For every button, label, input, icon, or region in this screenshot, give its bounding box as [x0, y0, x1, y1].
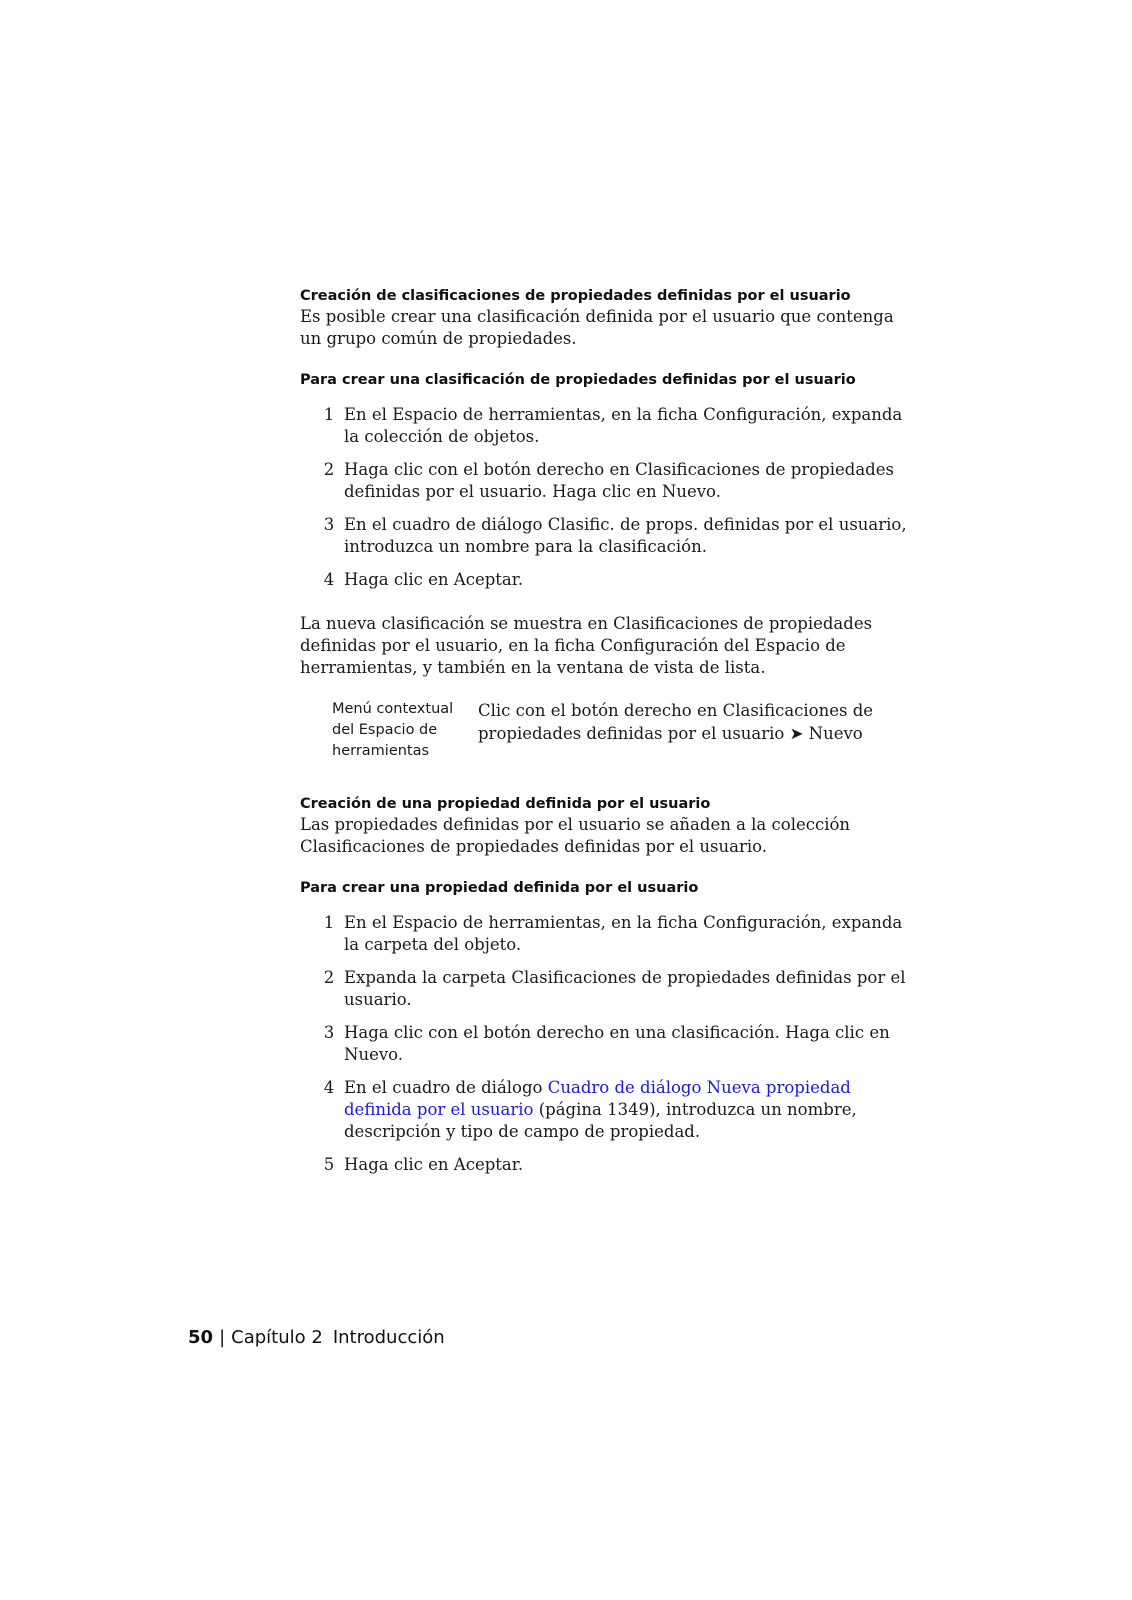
list-item [300, 967, 915, 1011]
page-number: 50 [188, 1327, 214, 1348]
procedure-title-property: Para crear una propiedad definida por el usuario [300, 880, 699, 896]
list-item [300, 1077, 915, 1143]
step-text: Haga clic con el botón derecho en una clasificación. Haga clic en Nuevo. [344, 1023, 890, 1064]
step-text: En el Espacio de herramientas, en la ficha Configuración, expanda la carpeta del objeto. [344, 913, 903, 954]
step-number: 1 [323, 913, 335, 932]
page-footer [188, 1326, 445, 1350]
dialog-reference-link[interactable]: Cuadro de diálogo Nueva propiedad definida por el usuario [344, 1078, 851, 1119]
section-intro-classifications: Es posible crear una clasificación definida por el usuario que contenga un grupo común de propiedades. [300, 307, 894, 348]
step-number: 3 [323, 1023, 335, 1042]
step-text: Haga clic en Aceptar. [344, 1155, 524, 1174]
list-item [300, 1154, 915, 1176]
step-number: 3 [323, 515, 335, 534]
list-item [300, 912, 915, 956]
list-item [300, 404, 915, 448]
result-paragraph: La nueva clasificación se muestra en Clasificaciones de propiedades definidas por el usuario, en la ficha Configuración del Espacio de herramientas, y también en la ventana de vista de lista. [300, 614, 873, 677]
step-number: 1 [323, 405, 335, 424]
footer-separator: | [219, 1327, 226, 1348]
shortcut-table [332, 699, 915, 762]
step-number: 2 [323, 460, 335, 479]
list-item [300, 514, 915, 558]
chapter-title: Introducción [332, 1327, 445, 1348]
chapter-number: Capítulo 2 [231, 1327, 323, 1348]
page-content [300, 286, 915, 1176]
section-heading-classifications: Creación de clasificaciones de propiedades definidas por el usuario [300, 288, 851, 304]
step-text: En el cuadro de diálogo Clasific. de props. definidas por el usuario, introduzca un nombre para la clasificación. [344, 515, 907, 556]
step-text: Haga clic con el botón derecho en Clasificaciones de propiedades definidas por el usuario. Haga clic en Nuevo. [344, 460, 894, 501]
shortcut-value: Clic con el botón derecho en Clasificaciones de propiedades definidas por el usuario ➤ Nuevo [478, 701, 874, 743]
step-text: Expanda la carpeta Clasificaciones de propiedades definidas por el usuario. [344, 968, 906, 1009]
step-text: En el cuadro de diálogo Cuadro de diálogo Nueva propiedad definida por el usuario (página 1349), introduzca un nombre, descripción y tipo de campo de propiedad. [344, 1078, 857, 1141]
list-item [300, 459, 915, 503]
step-number: 2 [323, 968, 335, 987]
section-heading-property: Creación de una propiedad definida por el usuario [300, 796, 711, 812]
step-text: En el Espacio de herramientas, en la ficha Configuración, expanda la colección de objetos. [344, 405, 903, 446]
procedure-steps-classifications [300, 404, 915, 591]
step-number: 4 [323, 1078, 335, 1097]
procedure-title-classifications: Para crear una clasificación de propiedades definidas por el usuario [300, 372, 856, 388]
procedure-steps-property [300, 912, 915, 1176]
shortcut-label: Menú contextual del Espacio de herramientas [332, 701, 454, 759]
step-number: 4 [323, 570, 335, 589]
step-text: Haga clic en Aceptar. [344, 570, 524, 589]
step-number: 5 [323, 1155, 335, 1174]
section-intro-property: Las propiedades definidas por el usuario se añaden a la colección Clasificaciones de propiedades definidas por el usuario. [300, 815, 851, 856]
list-item [300, 1022, 915, 1066]
list-item [300, 569, 915, 591]
